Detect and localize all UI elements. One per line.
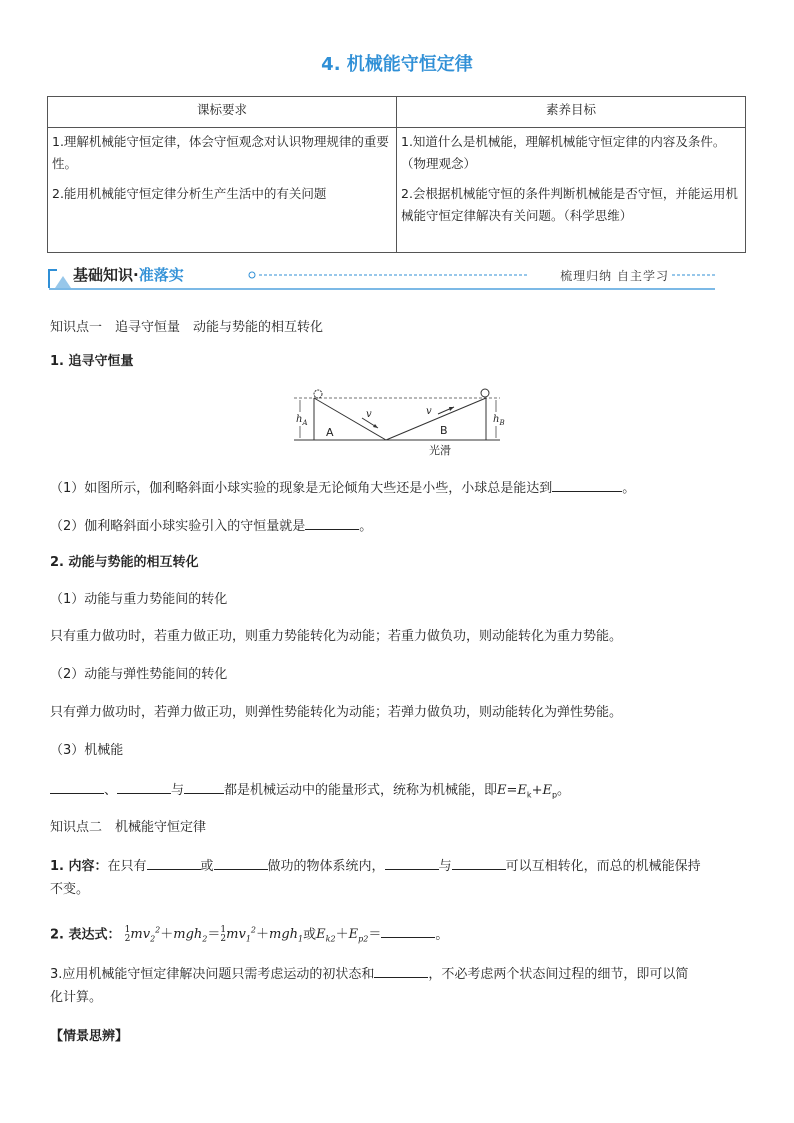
content-line: 1. 内容：在只有 或 做功的物体系统内， 与 可以互相转化，而总的机械能保持 bbox=[50, 855, 750, 877]
goal-item: 1.知道什么是机械能，理解机械能守恒定律的内容及条件。（物理观念） bbox=[401, 134, 726, 171]
answer-blank[interactable] bbox=[385, 855, 439, 870]
label-a: A bbox=[326, 426, 334, 439]
subheading-conservation: 1. 追寻守恒量 bbox=[50, 354, 134, 369]
section-banner bbox=[47, 262, 717, 292]
mechanical-energy-line: 、 与 都是机械运动中的能量形式，统称为机械能，即$E=E_k+E_p$。 bbox=[50, 779, 570, 806]
answer-blank[interactable] bbox=[374, 963, 428, 978]
answer-blank[interactable] bbox=[184, 779, 224, 794]
galileo-incline-diagram bbox=[290, 386, 510, 462]
standard-item: 2.能用机械能守恒定律分析生产生活中的有关问题 bbox=[52, 186, 327, 201]
answer-blank[interactable] bbox=[147, 855, 201, 870]
label-smooth: 光滑 bbox=[429, 444, 451, 457]
answer-blank[interactable] bbox=[552, 477, 622, 492]
goals-cell bbox=[397, 128, 746, 253]
paragraph-heading: （3）机械能 bbox=[50, 743, 124, 758]
section1-heading: 知识点一 追寻守恒量 动能与势能的相互转化 bbox=[50, 320, 324, 335]
table-header-goals: 素养目标 bbox=[397, 97, 746, 128]
answer-blank[interactable] bbox=[452, 855, 506, 870]
content-line-cont: 不变。 bbox=[50, 882, 90, 897]
paragraph-body: 只有弹力做功时，若弹力做正功，则弹性势能转化为动能；若弹力做负功，则动能转化为弹性势能。 bbox=[50, 705, 623, 720]
question-2: （2）伽利略斜面小球实验引入的守恒量就是 。 bbox=[50, 515, 372, 537]
label-b: B bbox=[440, 424, 448, 437]
answer-blank[interactable] bbox=[50, 779, 104, 794]
answer-blank[interactable] bbox=[381, 923, 435, 938]
application-line: 3.应用机械能守恒定律解决问题只需考虑运动的初状态和 ，不必考虑两个状态间过程的细节，即可以简 bbox=[50, 963, 750, 985]
question-1: （1）如图所示，伽利略斜面小球实验的现象是无论倾角大些还是小些，小球总是能达到 。 bbox=[50, 477, 635, 499]
label-v-right: v bbox=[426, 406, 432, 417]
paragraph-body: 只有重力做功时，若重力做正功，则重力势能转化为动能；若重力做负功，则动能转化为重力势能。 bbox=[50, 629, 623, 644]
paragraph-heading: （2）动能与弹性势能间的转化 bbox=[50, 667, 228, 682]
label-hb: $h_B$ bbox=[493, 414, 505, 427]
answer-blank[interactable] bbox=[305, 515, 359, 530]
standard-item: 1.理解机械能守恒定律，体会守恒观念对认识物理规律的重要性。 bbox=[52, 134, 389, 171]
page-title: 4. 机械能守恒定律 bbox=[321, 54, 473, 75]
banner-title: 基础知识·准落实 bbox=[73, 266, 184, 284]
scenario-heading: 【情景思辨】 bbox=[50, 1029, 129, 1044]
expression-line: 2. 表达式： 1 $2mv_2^2+mgh_2=1$ $2mv_1^2+mgh_1$或$E_{k2}+E_{p2}=$ 。 bbox=[50, 924, 449, 944]
table-header-standards: 课标要求 bbox=[48, 97, 397, 128]
label-ha: $h_A$ bbox=[296, 414, 308, 427]
subheading-conversion: 2. 动能与势能的相互转化 bbox=[50, 555, 199, 570]
requirements-table bbox=[47, 96, 746, 253]
banner-subtitle: 梳理归纳 自主学习 bbox=[560, 269, 669, 283]
formula: 1 $2mv_2^2+mgh_2=1$ $2mv_1^2+mgh_1$ bbox=[124, 924, 304, 944]
paragraph-heading: （1）动能与重力势能间的转化 bbox=[50, 592, 228, 607]
label-v-left: v bbox=[366, 409, 372, 420]
answer-blank[interactable] bbox=[117, 779, 171, 794]
section2-heading: 知识点二 机械能守恒定律 bbox=[50, 820, 207, 835]
goal-item: 2.会根据机械能守恒的条件判断机械能是否守恒，并能运用机械能守恒定律解决有关问题。（科学思维） bbox=[401, 186, 738, 223]
standards-cell bbox=[48, 128, 397, 253]
application-line-cont: 化计算。 bbox=[50, 990, 103, 1005]
answer-blank[interactable] bbox=[214, 855, 268, 870]
